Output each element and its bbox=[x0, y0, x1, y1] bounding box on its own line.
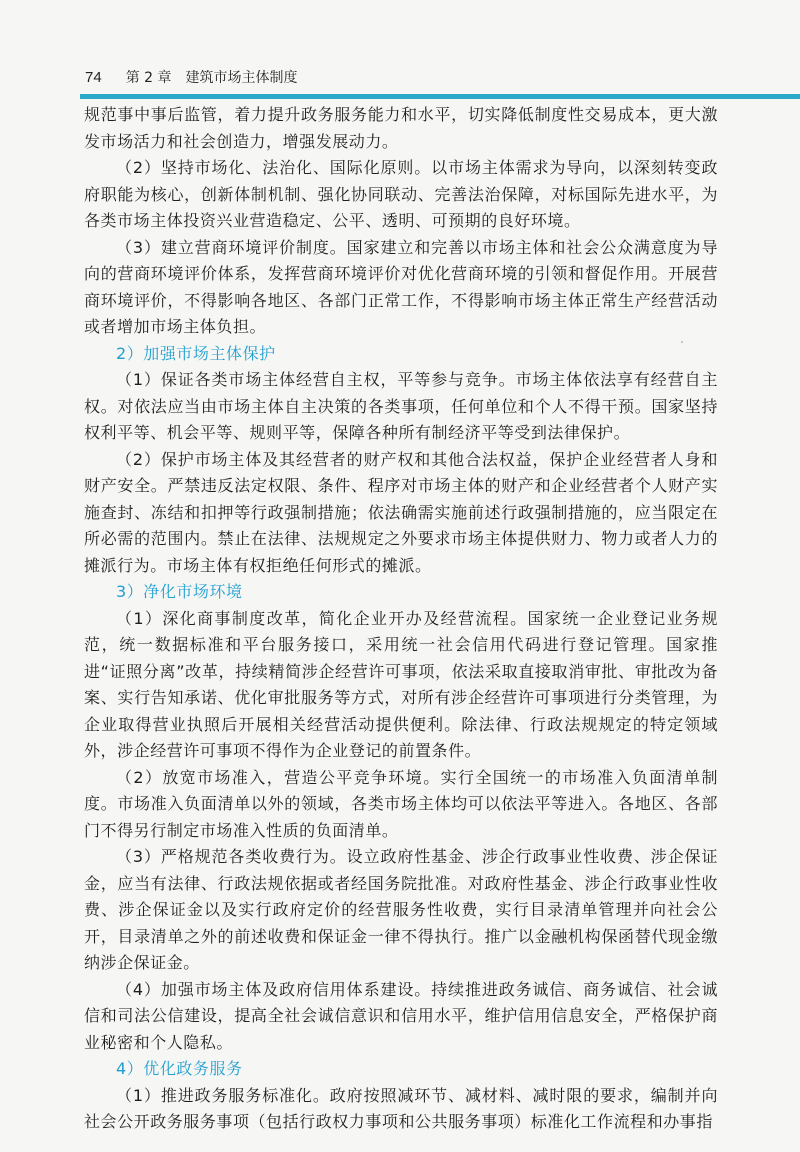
paragraph: （4）加强市场主体及政府信用体系建设。持续推进政务诚信、商务诚信、社会诚信和司法公信建设，提高全社会诚信意识和信用水平，维护信用信息安全，严格保护商业秘密和个人隐私。 bbox=[84, 979, 718, 1052]
page-number: 74 bbox=[85, 69, 102, 86]
paragraph: （1）推进政务服务标准化。政府按照减环节、减材料、减时限的要求，编制并向社会公开政务服务事项（包括行政权力事项和公共服务事项）标准化工作流程和办事指 bbox=[84, 1085, 718, 1131]
paragraph: （2）坚持市场化、法治化、国际化原则。以市场主体需求为导向，以深刻转变政府职能为核心，创新体制机制、强化协同联动、完善法治保障，对标国际先进水平，为各类市场主体投资兴业营造稳定、公平、透明、可预期的良好环境。 bbox=[84, 158, 718, 230]
chapter-label: 第 2 章 bbox=[125, 70, 172, 86]
paragraph: （2）放宽市场准入，营造公平竞争环境。实行全国统一的市场准入负面清单制度。市场准入负面清单以外的领域，各类市场主体均可以依法平等进入。各地区、各部门不得另行制定市场准入性质的负面清单。 bbox=[84, 767, 718, 840]
paragraph: （3）严格规范各类收费行为。设立政府性基金、涉企行政事业性收费、涉企保证金，应当有法律、行政法规依据或者经国务院批准。对政府性基金、涉企行政事业性收费、涉企保证金以及实行政府定价的经营服务性收费，实行目录清单管理并向社会公开，目录清单之外的前述收费和保证金一律不得执行。推广以金融机构保函替代现金缴纳涉企保证金。 bbox=[84, 847, 718, 972]
section-heading: 4）优化政务服务 bbox=[116, 1059, 243, 1078]
paragraph-continuation: 规范事中事后监管，着力提升政务服务能力和水平，切实降低制度性交易成本，更大激发市场活力和社会创造力，增强发展动力。 bbox=[84, 105, 718, 151]
chapter-title: 建筑市场主体制度 bbox=[185, 70, 298, 86]
body-text bbox=[84, 102, 718, 1136]
section-heading: 2）加强市场主体保护 bbox=[116, 343, 276, 363]
paragraph: （1）深化商事制度改革，简化企业开办及经营流程。国家统一企业登记业务规范，统一数据标准和平台服务接口，采用统一社会信用代码进行登记管理。国家推进“证照分离”改革，持续精简涉企经营许可事项，依法采取直接取消审批、审批改为备案、实行告知承诺、优化审批服务等方式，对所有涉企经营许可事项进行分类管理，为企业取得营业执照后开展相关经营活动提供便利。除法律、行政法规规定的特定领域外，涉企经营许可事项不得作为企业登记的前置条件。 bbox=[84, 608, 718, 760]
paragraph: （3）建立营商环境评价制度。国家建立和完善以市场主体和社会公众满意度为导向的营商环境评价体系，发挥营商环境评价对优化营商环境的引领和督促作用。开展营商环境评价，不得影响各地区、各部门正常工作，不得影响市场主体正常生产经营活动或者增加市场主体负担。 bbox=[84, 237, 718, 336]
page-speck bbox=[681, 341, 683, 343]
paragraph: （2）保护市场主体及其经营者的财产权和其他合法权益，保护企业经营者人身和财产安全。严禁违反法定权限、条件、程序对市场主体的财产和企业经营者个人财产实施查封、冻结和扣押等行政强制措施；依法确需实施前述行政强制措施的，应当限定在所必需的范围内。禁止在法律、法规规定之外要求市场主体提供财力、物力或者人力的摊派行为。市场主体有权拒绝任何形式的摊派。 bbox=[84, 449, 718, 575]
running-header bbox=[85, 64, 716, 88]
section-heading: 3）净化市场环境 bbox=[116, 582, 243, 601]
header-rule bbox=[80, 94, 800, 99]
paragraph: （1）保证各类市场主体经营自主权，平等参与竞争。市场主体依法享有经营自主权。对依法应当由市场主体自主决策的各类事项，任何单位和个人不得干预。国家坚持权利平等、机会平等、规则平等，保障各种所有制经济平等受到法律保护。 bbox=[84, 370, 718, 442]
